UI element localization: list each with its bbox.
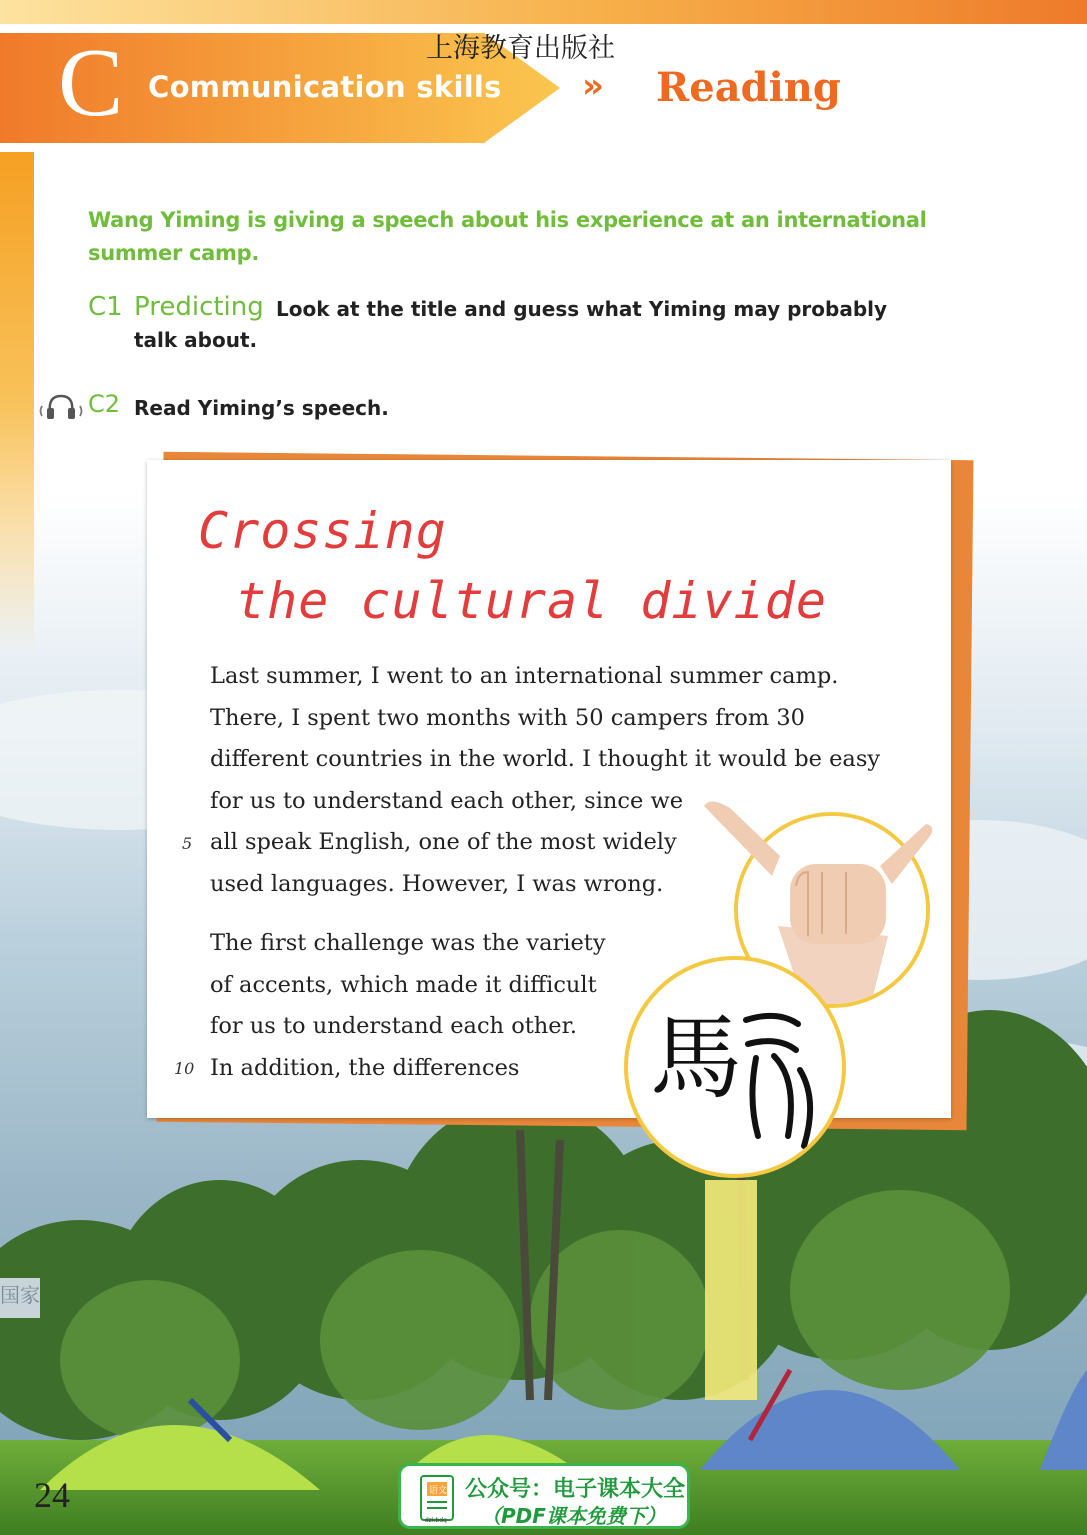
watermark-badge	[398, 1463, 690, 1529]
hand-fingers-icon	[700, 796, 940, 916]
intro-text: Wang Yiming is giving a speech about his experience at an international summer camp.	[88, 208, 927, 265]
watermark-line2: （PDF课本免费下）	[481, 1504, 666, 1528]
task-instruction: Read Yiming’s speech.	[134, 396, 389, 420]
section-title: Communication skills	[148, 70, 502, 104]
section-letter: C	[58, 29, 124, 137]
article-title-line1: Crossing	[198, 502, 447, 560]
calligraphy-character: 馬	[650, 1005, 743, 1112]
book-icon-label: 语文	[429, 1486, 448, 1496]
article-line: for us to understand each other, since we	[210, 787, 684, 814]
svg-text:国家: 国家	[0, 1283, 40, 1307]
article-line: used languages. However, I was wrong.	[210, 870, 664, 897]
task-code: C1	[88, 292, 123, 322]
article-line: of accents, which made it difficult	[210, 971, 597, 998]
task-code: C2	[88, 390, 121, 418]
task-instruction: Look at the title and guess what Yiming may probably talk about.	[134, 297, 888, 352]
book-icon	[415, 1474, 459, 1524]
top-decor-strip	[0, 0, 1087, 24]
article-line: There, I spent two months with 50 campers from 30	[210, 704, 805, 731]
article-line: all speak English, one of the most widely	[210, 829, 677, 856]
article-line: for us to understand each other.	[210, 1013, 578, 1040]
publisher-name: 上海教育出版社	[426, 33, 615, 64]
line-number-5: 5	[182, 834, 193, 853]
task-c2	[88, 390, 488, 424]
task-label: Predicting	[134, 292, 264, 322]
headphones-audio-icon[interactable]	[38, 390, 84, 422]
article-line: different countries in the world. I thought it would be easy	[210, 746, 881, 773]
task-c1	[88, 292, 948, 358]
watermark-line1: 公众号：电子课本大全	[465, 1477, 686, 1502]
book-icon-caption: dzkbdq	[425, 1517, 447, 1524]
article-line: Last summer, I went to an international summer camp.	[210, 663, 839, 689]
article-title-line2: the cultural divide	[236, 572, 827, 630]
article-paragraph-2	[210, 923, 630, 1089]
horse-calligraphy-icon	[628, 960, 846, 1178]
article-line: In addition, the differences	[210, 1054, 520, 1081]
article-line: The first challenge was the variety	[210, 930, 606, 956]
page-number: 24	[34, 1475, 70, 1515]
line-number-10: 10	[174, 1059, 195, 1078]
side-decor-bar	[0, 152, 34, 652]
calligraphy-image	[624, 956, 846, 1178]
subsection-title: Reading	[656, 64, 841, 111]
double-chevron-icon: »	[582, 66, 598, 106]
